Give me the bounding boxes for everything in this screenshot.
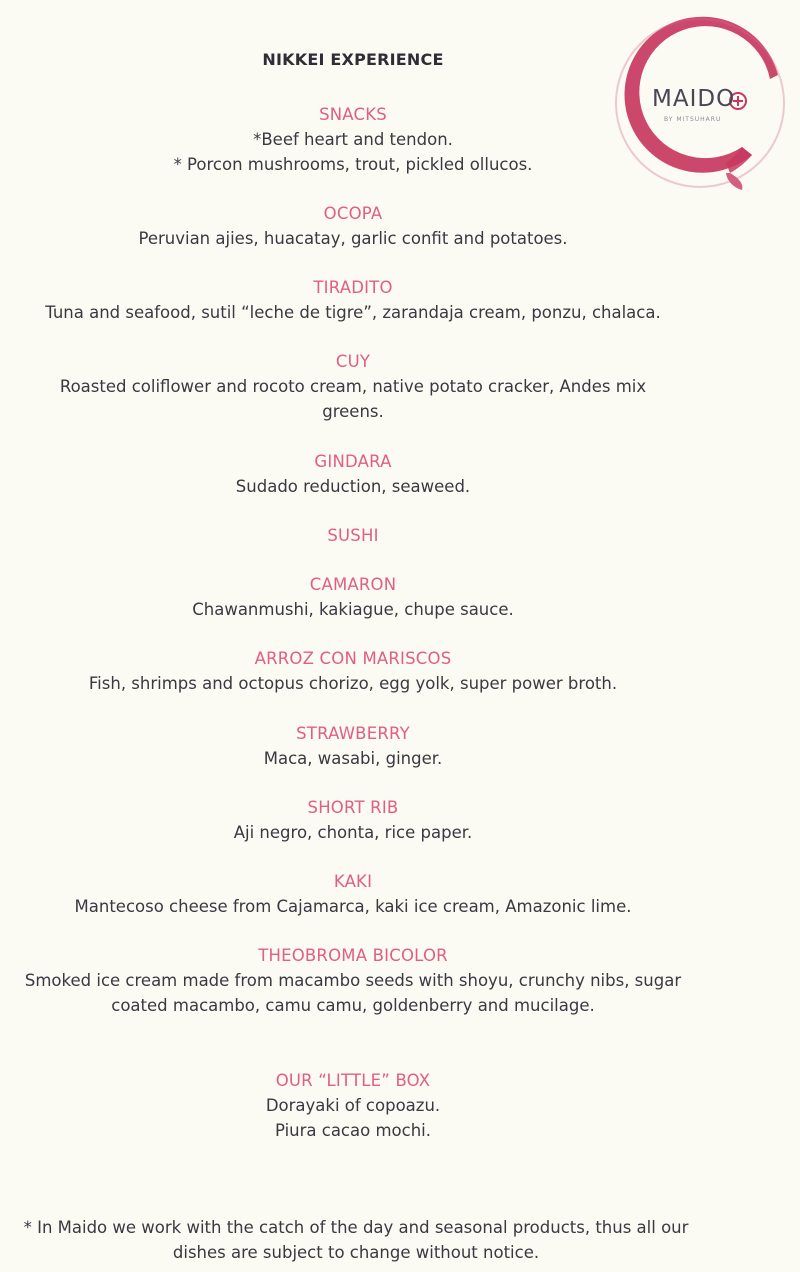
- menu-title: NIKKEI EXPERIENCE: [262, 50, 444, 69]
- course-name: SNACKS: [319, 105, 387, 124]
- footnote: * In Maido we work with the catch of the day and seasonal products, thus all our dishes are subject to change without notice.: [23, 1218, 689, 1262]
- course-tiradito: [0, 276, 706, 325]
- course-description: Fish, shrimps and octopus chorizo, egg yolk, super power broth.: [88, 674, 618, 693]
- course-description: Chawanmushi, kakiague, chupe sauce.: [192, 600, 514, 619]
- course-name: TIRADITO: [313, 278, 393, 297]
- course-kaki: [0, 870, 706, 919]
- course-short-rib: [0, 796, 706, 845]
- course-cuy: [0, 350, 706, 424]
- course-description: Maca, wasabi, ginger.: [263, 749, 443, 768]
- course-description: Smoked ice cream made from macambo seeds with shoyu, crunchy nibs, sugar coated macambo, camu camu, goldenberry and mucilage.: [24, 971, 682, 1015]
- course-name: CUY: [335, 352, 371, 371]
- course-our-little-box: [0, 1069, 706, 1143]
- course-name: KAKI: [333, 872, 373, 891]
- course-name: SUSHI: [327, 526, 379, 545]
- course-name: CAMARON: [309, 575, 397, 594]
- course-description: Sudado reduction, seaweed.: [235, 477, 471, 496]
- course-snacks: [0, 103, 706, 177]
- course-name: SHORT RIB: [307, 798, 399, 817]
- course-gindara: [0, 450, 706, 499]
- course-name: OCOPA: [323, 204, 383, 223]
- course-name: OUR “LITTLE” BOX: [275, 1071, 431, 1090]
- course-name: ARROZ CON MARISCOS: [254, 649, 452, 668]
- course-description: Roasted coliflower and rocoto cream, native potato cracker, Andes mix greens.: [59, 377, 647, 421]
- course-theobroma-bicolor: [0, 944, 706, 1018]
- course-description: Tuna and seafood, sutil “leche de tigre”, zarandaja cream, ponzu, chalaca.: [45, 303, 661, 322]
- course-description: Peruvian ajies, huacatay, garlic confit and potatoes.: [138, 229, 568, 248]
- logo-wordmark: MAIDO: [652, 86, 736, 112]
- course-name: GINDARA: [314, 452, 392, 471]
- course-strawberry: [0, 722, 706, 771]
- course-ocopa: [0, 202, 706, 251]
- course-description: Aji negro, chonta, rice paper.: [233, 823, 473, 842]
- course-description: *Beef heart and tendon. * Porcon mushrooms, trout, pickled ollucos.: [173, 130, 533, 174]
- course-sushi: [0, 524, 706, 548]
- course-name: STRAWBERRY: [296, 724, 410, 743]
- course-description: Dorayaki of copoazu. Piura cacao mochi.: [265, 1096, 441, 1140]
- course-name: THEOBROMA BICOLOR: [258, 946, 448, 965]
- logo-subtitle: BY MITSUHARU: [664, 116, 722, 123]
- course-description: Mantecoso cheese from Cajamarca, kaki ice cream, Amazonic lime.: [74, 897, 632, 916]
- course-camaron: [0, 573, 706, 622]
- course-arroz-con-mariscos: [0, 647, 706, 696]
